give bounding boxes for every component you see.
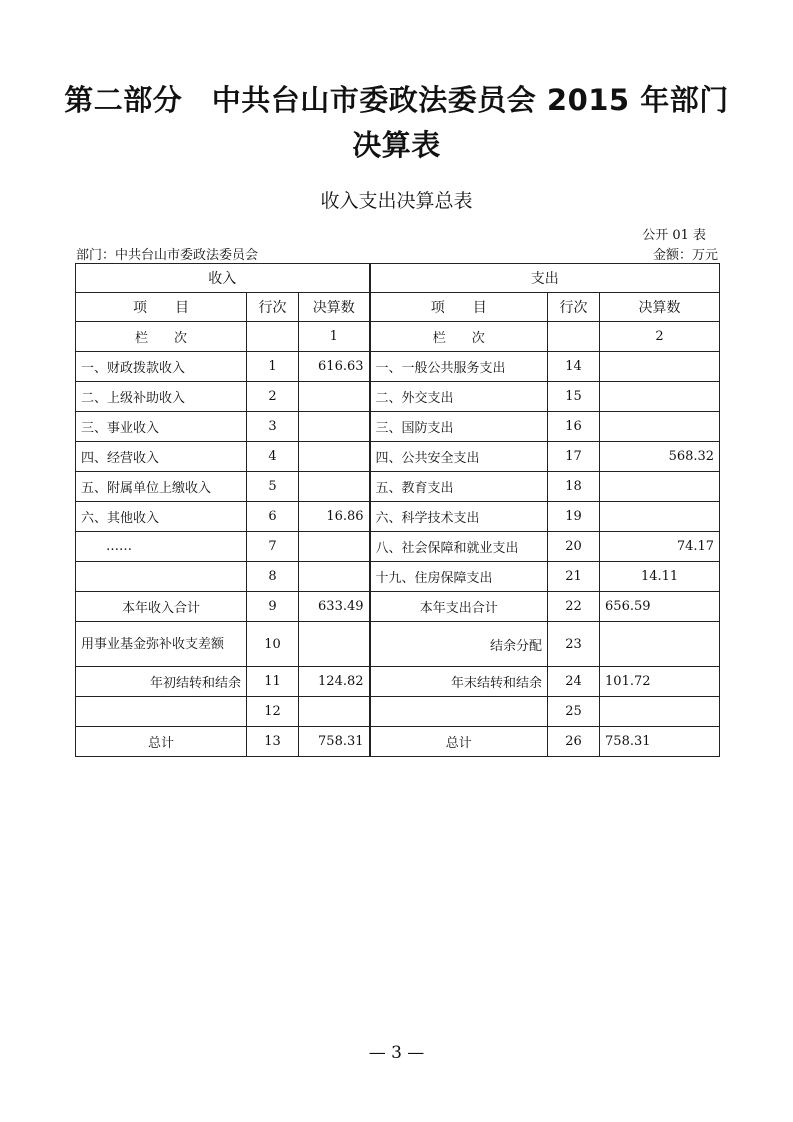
expense-amount: 74.17 [600,532,720,562]
income-column-rowno [247,322,299,352]
expense-item: 五、教育支出 [370,472,548,502]
income-row-no: 2 [247,382,299,412]
expense-rowno-header: 行次 [548,293,600,322]
expense-item: 一、一般公共服务支出 [370,352,548,382]
end-balance-amount: 101.72 [600,667,720,697]
expense-row-no: 14 [548,352,600,382]
carryover-row [76,667,720,697]
document-title [40,78,753,168]
income-amount [299,562,370,592]
begin-balance-no: 11 [247,667,299,697]
income-row-no: 3 [247,412,299,442]
column-index-row [76,322,720,352]
income-item: 六、其他收入 [76,502,247,532]
blank-expense-no: 25 [548,697,600,727]
expense-item-header: 项 目 [370,293,548,322]
total-row [76,592,720,622]
income-item-header: 项 目 [76,293,247,322]
department-label: 部门：中共台山市委政法委员会 [76,248,259,263]
fund-no: 10 [247,622,299,667]
expense-column-label: 栏 次 [370,322,548,352]
grand-total-income-no: 13 [247,727,299,757]
income-row-no: 8 [247,562,299,592]
grand-total-expense-no: 26 [548,727,600,757]
expense-row-no: 15 [548,382,600,412]
expense-amount [600,382,720,412]
table-meta [76,244,718,263]
table-subtitle: 收入支出决算总表 [320,190,473,212]
income-total-label: 本年收入合计 [76,592,247,622]
table-row [76,382,720,412]
begin-balance-label: 年初结转和结余 [76,667,247,697]
income-rowno-header: 行次 [247,293,299,322]
end-balance-label: 年末结转和结余 [370,667,548,697]
expense-item: 六、科学技术支出 [370,502,548,532]
expense-amount: 568.32 [600,442,720,472]
expense-amount [600,352,720,382]
expense-column-rowno [548,322,600,352]
expense-row-no: 19 [548,502,600,532]
income-amount: 616.63 [299,352,370,382]
blank-row [76,697,720,727]
income-expense-table [75,263,720,757]
section-header-row [76,264,720,293]
income-item: 五、附属单位上缴收入 [76,472,247,502]
expense-amount [600,472,720,502]
expense-row-no: 21 [548,562,600,592]
table-row [76,472,720,502]
expense-row-no: 20 [548,532,600,562]
income-amount: 16.86 [299,502,370,532]
unit-label: 金额：万元 [652,248,718,263]
income-row-no: 5 [247,472,299,502]
fund-row [76,622,720,667]
fund-amount [299,622,370,667]
grand-total-expense-label: 总计 [370,727,548,757]
income-item [76,562,247,592]
income-item: …… [76,532,247,562]
expense-row-no: 18 [548,472,600,502]
surplus-amount [600,622,720,667]
expense-item: 三、国防支出 [370,412,548,442]
income-row-no: 6 [247,502,299,532]
income-item: 二、上级补助收入 [76,382,247,412]
column-header-row [76,293,720,322]
surplus-no: 23 [548,622,600,667]
blank-expense-amount [600,697,720,727]
grand-total-income-amount: 758.31 [299,727,370,757]
expense-amount: 14.11 [600,562,720,592]
income-total-no: 9 [247,592,299,622]
surplus-label: 结余分配 [370,622,548,667]
income-column-label: 栏 次 [76,322,247,352]
begin-balance-amount: 124.82 [299,667,370,697]
expense-row-no: 16 [548,412,600,442]
expense-amount-header: 决算数 [600,293,720,322]
income-amount-header: 决算数 [299,293,370,322]
page-number: — 3 — [368,1043,425,1063]
expense-total-label: 本年支出合计 [370,592,548,622]
expense-item: 二、外交支出 [370,382,548,412]
income-row-no: 1 [247,352,299,382]
table-row [76,352,720,382]
fund-label: 用事业基金弥补收支差额 [76,622,247,667]
expense-item: 十九、住房保障支出 [370,562,548,592]
expense-header: 支出 [370,264,720,293]
expense-column-index: 2 [600,322,720,352]
income-amount [299,412,370,442]
expense-row-no: 17 [548,442,600,472]
table-row [76,532,720,562]
blank-expense-item [370,697,548,727]
title-line-2: 决算表 [352,128,441,162]
table-row [76,502,720,532]
income-row-no: 7 [247,532,299,562]
income-item: 四、经营收入 [76,442,247,472]
income-amount [299,382,370,412]
grand-total-income-label: 总计 [76,727,247,757]
income-total-amount: 633.49 [299,592,370,622]
income-amount [299,442,370,472]
expense-amount [600,502,720,532]
blank-income-amount [299,697,370,727]
title-line-1: 第二部分 中共台山市委政法委员会 2015 年部门 [64,83,729,117]
table-row [76,562,720,592]
income-column-index: 1 [299,322,370,352]
expense-item: 四、公共安全支出 [370,442,548,472]
income-amount [299,532,370,562]
blank-income-item [76,697,247,727]
expense-item: 八、社会保障和就业支出 [370,532,548,562]
blank-income-no: 12 [247,697,299,727]
table-row [76,442,720,472]
income-row-no: 4 [247,442,299,472]
table-id: 公开 01 表 [642,228,706,243]
income-item: 一、财政拨款收入 [76,352,247,382]
income-header: 收入 [76,264,370,293]
grand-total-expense-amount: 758.31 [600,727,720,757]
expense-amount [600,412,720,442]
income-item: 三、事业收入 [76,412,247,442]
end-balance-no: 24 [548,667,600,697]
expense-total-no: 22 [548,592,600,622]
expense-total-amount: 656.59 [600,592,720,622]
grand-total-row [76,727,720,757]
income-amount [299,472,370,502]
table-row [76,412,720,442]
